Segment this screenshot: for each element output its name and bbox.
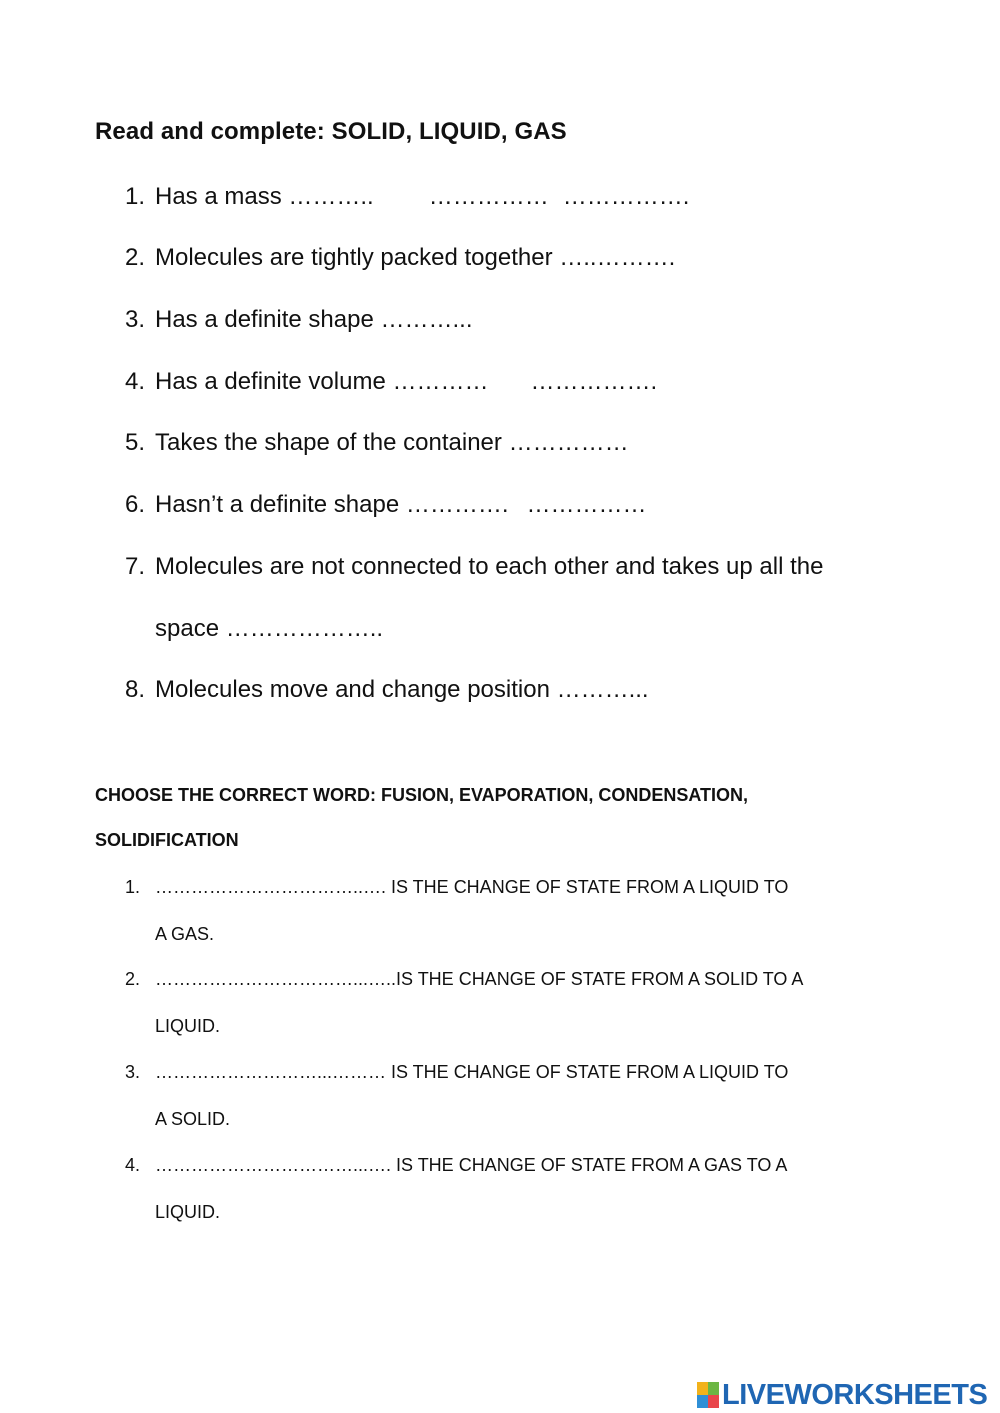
change-question-2-continuation: LIQUID.	[155, 1016, 221, 1036]
logo-text: LIVEWORKSHEETS	[722, 1379, 988, 1411]
question-7: 7. Molecules are not connected to each other and takes up all the	[125, 553, 824, 580]
question-5: 5. Takes the shape of the container ……………	[125, 429, 629, 456]
change-question-1: 1. ……………………………..…. IS THE CHANGE OF STATE FROM A LIQUID TO	[125, 877, 789, 897]
change-question-3: 3. ………………………...……… IS THE CHANGE OF STATE FROM A LIQUID TO	[125, 1062, 789, 1082]
section-2-title-continuation: SOLIDIFICATION	[95, 830, 239, 850]
question-3: 3. Has a definite shape ………...	[125, 306, 473, 333]
question-2: 2. Molecules are tightly packed together …..……….	[125, 244, 676, 271]
liveworksheets-logo	[697, 1378, 987, 1412]
section-1-title: Read and complete: SOLID, LIQUID, GAS	[95, 118, 567, 145]
section-2-title: CHOOSE THE CORRECT WORD: FUSION, EVAPORATION, CONDENSATION,	[95, 785, 749, 805]
change-question-3-continuation: A SOLID.	[155, 1109, 231, 1129]
question-7-continuation: space ………………..	[155, 615, 384, 642]
change-question-1-continuation: A GAS.	[155, 924, 215, 944]
change-question-4: 4. ……………………………...…. IS THE CHANGE OF STATE FROM A GAS TO A	[125, 1155, 788, 1175]
question-6: 6. Hasn’t a definite shape …………. ……………	[125, 491, 647, 518]
question-1: 1. Has a mass ……….. …………… …………….	[125, 183, 690, 210]
question-8: 8. Molecules move and change position ………...	[125, 676, 649, 703]
liveworksheets-mark-icon	[697, 1382, 719, 1408]
change-question-4-continuation: LIQUID.	[155, 1202, 221, 1222]
question-4: 4. Has a definite volume ………… …………….	[125, 368, 658, 395]
change-question-2: 2. ……………………………...…..IS THE CHANGE OF STATE FROM A SOLID TO A	[125, 969, 804, 989]
